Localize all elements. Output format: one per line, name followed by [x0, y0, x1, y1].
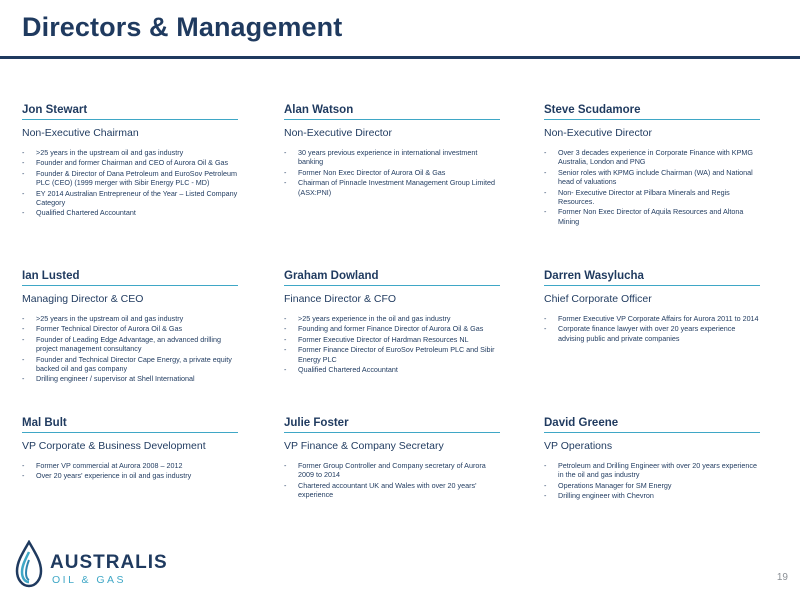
person-name: Julie Foster [284, 417, 500, 433]
bullet-item: - Petroleum and Drilling Engineer with over 20 years experience in the oil and gas industry [544, 461, 760, 480]
bullet-item: - Operations Manager for SM Energy [544, 481, 760, 490]
person-role: VP Finance & Company Secretary [284, 440, 444, 452]
bullet-item: - Non- Executive Director at Pilbara Minerals and Regis Resources. [544, 188, 760, 207]
person-name: Darren Wasylucha [544, 270, 760, 286]
bullet-item: - Former Technical Director of Aurora Oil & Gas [22, 324, 238, 333]
person-role: Chief Corporate Officer [544, 293, 652, 305]
bullet-list [22, 314, 238, 384]
person-card-alan-watson [284, 104, 500, 198]
bullet-item: - Former Non Exec Director of Aurora Oil & Gas [284, 168, 500, 177]
person-name: Jon Stewart [22, 104, 238, 120]
person-card-graham-dowland [284, 270, 500, 375]
person-role: Managing Director & CEO [22, 293, 144, 305]
bullet-item: - Former Executive Director of Hardman Resources NL [284, 335, 500, 344]
bullet-item: - Over 3 decades experience in Corporate Finance with KPMG Australia, London and PNG [544, 148, 760, 167]
bullet-item: - Qualified Chartered Accountant [22, 208, 238, 217]
bullet-item: - Founding and former Finance Director of Aurora Oil & Gas [284, 324, 500, 333]
bullet-item: - Qualified Chartered Accountant [284, 365, 500, 374]
person-name: Ian Lusted [22, 270, 238, 286]
page-number: 19 [776, 572, 788, 583]
bullet-item: - Former Non Exec Director of Aquila Resources and Altona Mining [544, 207, 760, 226]
bullet-item: - >25 years experience in the oil and gas industry [284, 314, 500, 323]
bullet-list [544, 461, 760, 501]
person-card-julie-foster [284, 417, 500, 501]
bullet-item: - Chartered accountant UK and Wales with over 20 years' experience [284, 481, 500, 500]
person-role: Non-Executive Chairman [22, 127, 139, 139]
person-role: Finance Director & CFO [284, 293, 397, 305]
person-role: Non-Executive Director [544, 127, 652, 139]
bullet-list [22, 461, 238, 481]
bullet-item: - Drilling engineer with Chevron [544, 491, 760, 500]
person-name: Mal Bult [22, 417, 238, 433]
person-card-ian-lusted [22, 270, 238, 385]
bullet-item: - Chairman of Pinnacle Investment Management Group Limited (ASX:PNI) [284, 178, 500, 197]
bullet-list [284, 314, 500, 374]
bullet-list [284, 148, 500, 197]
bullet-item: - Former Group Controller and Company secretary of Aurora 2009 to 2014 [284, 461, 500, 480]
bullet-list [22, 148, 238, 218]
page-title: Directors & Management [22, 12, 343, 42]
bullet-item: - Corporate finance lawyer with over 20 years experience advising public and private companies [544, 324, 760, 343]
bullet-item: - Drilling engineer / supervisor at Shell International [22, 374, 238, 383]
person-name: David Greene [544, 417, 760, 433]
logo-name: AUSTRALIS [50, 552, 168, 573]
bullet-list [544, 148, 760, 226]
bullet-list [544, 314, 760, 343]
bullet-item: - 30 years previous experience in international investment banking [284, 148, 500, 167]
person-card-david-greene [544, 417, 760, 502]
bullet-item: - Founder and Technical Director Cape Energy, a private equity backed oil and gas company [22, 355, 238, 374]
bullet-item: - Founder of Leading Edge Advantage, an advanced drilling project management consultancy [22, 335, 238, 354]
bullet-item: - Founder and former Chairman and CEO of Aurora Oil & Gas [22, 158, 238, 167]
person-card-mal-bult [22, 417, 238, 482]
bullet-list [284, 461, 500, 500]
bullet-item: - Senior roles with KPMG include Chairman (WA) and National head of valuations [544, 168, 760, 187]
bullet-item: - Founder & Director of Dana Petroleum and EuroSov Petroleum PLC (CEO) (1999 merger with Sibir Energy PLC - MD) [22, 169, 238, 188]
person-role: Non-Executive Director [284, 127, 392, 139]
person-role: VP Operations [544, 440, 613, 452]
person-card-darren-wasylucha [544, 270, 760, 344]
title-divider [0, 56, 800, 59]
company-logo [12, 540, 172, 590]
bullet-item: - Former Executive VP Corporate Affairs for Aurora 2011 to 2014 [544, 314, 760, 323]
logo-subtitle: OIL & GAS [52, 574, 127, 586]
bullet-item: - >25 years in the upstream oil and gas industry [22, 148, 238, 157]
person-name: Alan Watson [284, 104, 500, 120]
bullet-item: - Former VP commercial at Aurora 2008 – 2012 [22, 461, 238, 470]
person-card-steve-scudamore [544, 104, 760, 227]
droplet-logo-icon [12, 540, 46, 590]
person-card-jon-stewart [22, 104, 238, 219]
person-name: Steve Scudamore [544, 104, 760, 120]
bullet-item: - EY 2014 Australian Entrepreneur of the Year – Listed Company Category [22, 189, 238, 208]
person-role: VP Corporate & Business Development [22, 440, 206, 452]
bullet-item: - Over 20 years' experience in oil and gas industry [22, 471, 238, 480]
bullet-item: - >25 years in the upstream oil and gas industry [22, 314, 238, 323]
person-name: Graham Dowland [284, 270, 500, 286]
bullet-item: - Former Finance Director of EuroSov Petroleum PLC and Sibir Energy PLC [284, 345, 500, 364]
